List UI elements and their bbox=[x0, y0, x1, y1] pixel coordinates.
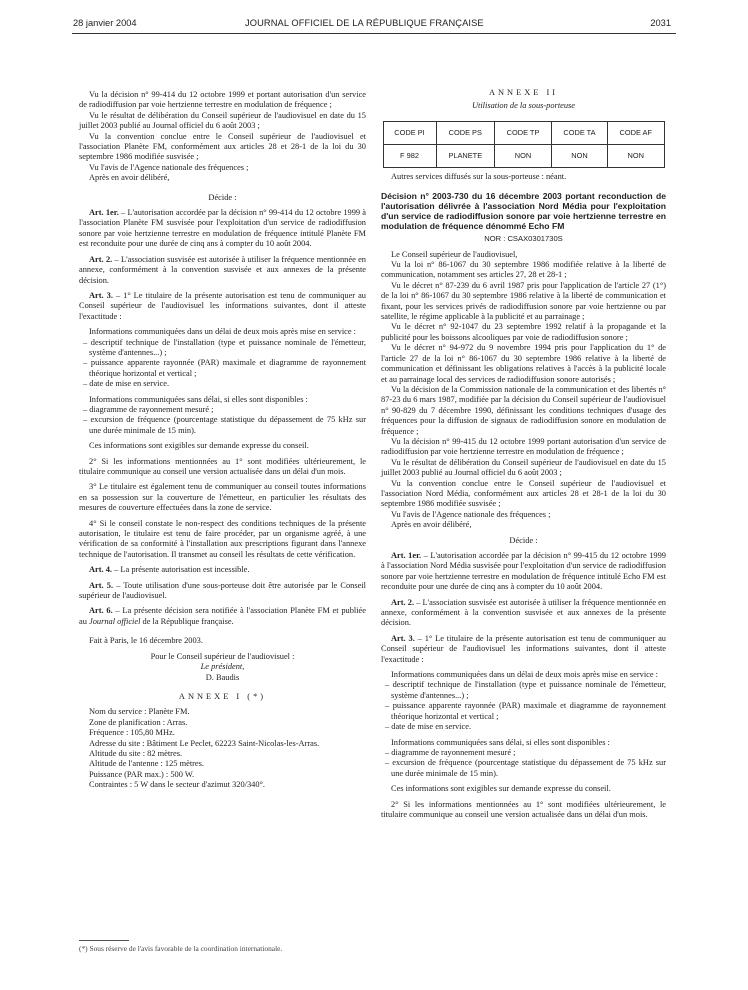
paragraph: Ces informations sont exigibles sur demande expresse du conseil. bbox=[89, 441, 309, 451]
article-text: – La présente décision sera notifiée à l'association Planète FM et publiée au bbox=[79, 606, 366, 626]
list-item: – date de mise en service. bbox=[83, 379, 170, 389]
visa: Vu le décret n° 92-1047 du 23 septembre 1992 relatif à la propagande et la publicité pour les boissons alcooliques par voie de radiodiffusion sonore ; bbox=[381, 322, 666, 342]
visa: Vu l'avis de l'Agence nationale des fréquences ; bbox=[391, 509, 551, 519]
list-item: – diagramme de rayonnement mesuré ; bbox=[83, 404, 214, 414]
visa: Vu la loi n° 86-1067 du 30 septembre 1986 modifiée relative à la liberté de communication, notamment ses articles 27, 28 et 28-1 ; bbox=[381, 260, 666, 280]
paragraph: Informations communiquées dans un délai de deux mois après mise en service : bbox=[89, 327, 356, 337]
article-label: Art. 4. bbox=[89, 565, 113, 575]
nor-reference: NOR : CSAX0301730S bbox=[484, 234, 563, 244]
annexe-line: Adresse du site : Bâtiment Le Peclet, 62223 Saint-Nicolas-les-Arras. bbox=[89, 738, 320, 748]
article-text: – L'autorisation accordée par la décision n° 99-414 du 12 octobre 1999 à l'association Planète FM susvisée pour l'exploitation d'un service de radiodiffusion sonore par voie hertzienne terrestre en modulation de fréquence intitulé Planète FM est reconduite pour une durée de cinq ans à compter du 10 août 2004. bbox=[79, 208, 366, 249]
annexe-line: Altitude de l'antenne : 125 mètres. bbox=[89, 759, 205, 769]
article bbox=[381, 598, 666, 629]
annexe-line: Zone de planification : Arras. bbox=[89, 717, 188, 727]
table-header: CODE TA bbox=[551, 121, 607, 144]
annexe-line: Altitude du site : 82 mètres. bbox=[89, 748, 183, 758]
paragraph: 2° Si les informations mentionnées au 1° sont modifiées ultérieurement, le titulaire communique au conseil une version actualisée dans un délai d'un mois. bbox=[79, 456, 366, 476]
visa: Vu la décision de la Commission nationale de la communication et des libertés n° 87-23 du 6 mars 1987, modifiée par la décision du Conseil supérieur de l'audiovisuel n° 90-829 du 7 décembre 1990, définissant les conditions techniques d'usage des fréquences pour la diffusion de signaux de radiodiffusion sonore en modulation de fréquence ; bbox=[381, 384, 666, 436]
article bbox=[79, 208, 366, 250]
journal-name: Journal officiel bbox=[89, 616, 141, 626]
article-text: – La présente autorisation est incessible. bbox=[112, 565, 250, 575]
annexe-subtitle: Utilisation de la sous-porteuse bbox=[471, 101, 576, 111]
visa: Après en avoir délibéré, bbox=[391, 520, 472, 530]
page-number: 2031 bbox=[650, 18, 671, 28]
signature-title: Le président, bbox=[200, 662, 245, 672]
list-item: – puissance apparente rayonnée (PAR) maximale et diagramme de rayonnement théorique horizontal et vertical ; bbox=[83, 358, 366, 378]
list-item: – excursion de fréquence (pourcentage statistique du dépassement de 75 kHz sur une durée minimale de 15 min). bbox=[83, 415, 366, 435]
article-text: – L'association susvisée est autorisée à utiliser la fréquence mentionnée en annexe, conformément à la convention susvisée et aux annexes de la présente décision. bbox=[381, 597, 666, 628]
signature-line: Pour le Conseil supérieur de l'audiovisuel : bbox=[150, 651, 295, 661]
list-item: – diagramme de rayonnement mesuré ; bbox=[385, 747, 516, 757]
header-rule bbox=[72, 33, 676, 34]
visa: Vu le résultat de délibération du Conseil supérieur de l'audiovisuel en date du 15 juillet 2003 publié au Journal officiel du 6 août 2003 ; bbox=[381, 457, 666, 478]
paragraph: 3° Le titulaire est également tenu de communiquer au conseil toutes informations en sa possession sur la couverture de l'émetteur, en particulier les résultats des mesures de couverture effectuées dans la zone de service. bbox=[79, 482, 366, 513]
annexe-heading: ANNEXE II bbox=[488, 88, 559, 97]
header-title: JOURNAL OFFICIEL DE LA RÉPUBLIQUE FRANÇAISE bbox=[245, 18, 484, 28]
right-column bbox=[381, 88, 666, 820]
article-label: Art. 5. bbox=[89, 580, 114, 590]
table-cell: F 982 bbox=[383, 144, 436, 167]
annexe-line: Nom du service : Planète FM. bbox=[89, 707, 190, 717]
footnote-rule bbox=[79, 940, 129, 941]
visa: Vu le décret n° 87-239 du 6 avril 1987 pris pour l'application de l'article 27 (1°) de la loi n° 86-1067 du 30 septembre 1986 relative à la liberté de communication et fixant, pour les services privés de radiodiffusion sonore par voie hertzienne ou par satellite, le régime applicable à la publicité et au parrainage ; bbox=[381, 280, 666, 322]
visa: Vu la convention conclue entre le Conseil supérieur de l'audiovisuel et l'association Planète FM, conformément aux articles 28 et 28-1 de la loi du 30 septembre 1986 modifiée susvisée ; bbox=[79, 131, 366, 162]
article-text: – 1° Le titulaire de la présente autorisation est tenu de communiquer au Conseil supérieur de l'audiovisuel les informations suivantes, dont il atteste l'exactitude : bbox=[79, 290, 366, 321]
article bbox=[381, 634, 666, 665]
article-text: – L'autorisation accordée par la décision n° 99-415 du 12 octobre 1999 à l'association Nord Média susvisée pour l'exploitation d'un service de radiodiffusion sonore par voie hertzienne terrestre en modulation de fréquence intitulé Echo FM est reconduite pour une durée de cinq ans à compter du 10 août 2004. bbox=[381, 551, 666, 592]
article-text: de la République française. bbox=[140, 616, 234, 626]
annexe-line: Puissance (PAR max.) : 500 W. bbox=[89, 769, 195, 779]
visa: Vu le décret n° 94-972 du 9 novembre 1994 pris pour l'application du 1° de l'article 27 de la loi n° 86-1067 du 30 septembre 1986 relative à la liberté de communication et définissant les obligations relatives à l'accès à la publicité locale et au parrainage local des services de radiodiffusion sonore autorisés ; bbox=[381, 343, 666, 384]
visa: Vu le résultat de délibération du Conseil supérieur de l'audiovisuel en date du 15 juillet 2003 publié au Journal officiel du 6 août 2003 ; bbox=[79, 110, 366, 131]
paragraph: Informations communiquées dans un délai de deux mois après mise en service : bbox=[391, 670, 658, 680]
list-item: – date de mise en service. bbox=[385, 722, 472, 732]
list-item: – excursion de fréquence (pourcentage statistique du dépassement de 75 kHz sur une durée minimale de 15 min). bbox=[385, 758, 666, 778]
table-row bbox=[383, 144, 664, 167]
table-header: CODE PS bbox=[436, 121, 495, 144]
visa: Vu la convention conclue entre le Conseil supérieur de l'audiovisuel et l'association Nord Média, conformément aux articles 28 et 28-1 de la loi du 30 septembre 1986 modifiée susvisée ; bbox=[381, 478, 666, 509]
article-label: Art. 1er. bbox=[391, 551, 422, 560]
article-text: – 1° Le titulaire de la présente autorisation est tenu de communiquer au Conseil supérieur de l'audiovisuel les informations suivantes, dont il atteste l'exactitude : bbox=[381, 633, 666, 664]
article-label: Art. 2. bbox=[89, 254, 113, 264]
list-item: – descriptif technique de l'installation (type et puissance nominale de l'émetteur, système d'antennes...) ; bbox=[385, 680, 666, 700]
page-header bbox=[0, 18, 748, 34]
visa: Vu l'avis de l'Agence nationale des fréquences ; bbox=[89, 162, 249, 172]
decide-heading: Décide : bbox=[208, 192, 237, 202]
article-label: Art. 2. bbox=[391, 597, 415, 607]
list-item: – descriptif technique de l'installation (type et puissance nominale de l'émetteur, système d'antennes...) ; bbox=[83, 337, 366, 357]
visa: Après en avoir délibéré, bbox=[89, 173, 170, 183]
signature-name: D. Baudis bbox=[205, 672, 240, 682]
table-header-row bbox=[383, 121, 664, 144]
article-label: Art. 3. bbox=[89, 290, 113, 300]
table-cell: NON bbox=[495, 144, 552, 167]
table-header: CODE AF bbox=[607, 121, 664, 144]
article-label: Art. 3. bbox=[391, 633, 415, 643]
article-text: – Toute utilisation d'une sous-porteuse doit être autorisée par le Conseil supérieur de l'audiovisuel. bbox=[79, 580, 366, 601]
visa: Le Conseil supérieur de l'audiovisuel, bbox=[391, 249, 518, 259]
header-date: 28 janvier 2004 bbox=[73, 18, 137, 28]
decide-heading: Décide : bbox=[509, 535, 538, 545]
footnote: (*) Sous réserve de l'avis favorable de la coordination internationale. bbox=[79, 944, 283, 953]
article bbox=[381, 551, 666, 593]
annexe-line: Fréquence : 105,80 MHz. bbox=[89, 728, 175, 738]
subcarrier-table bbox=[383, 121, 665, 168]
signature-date: Fait à Paris, le 16 décembre 2003. bbox=[89, 636, 203, 646]
visa: Vu la décision n° 99-414 du 12 octobre 1999 et portant autorisation d'un service de radiodiffusion par voie hertzienne terrestre en modulation de fréquence ; bbox=[79, 90, 366, 110]
visa: Vu la décision n° 99-415 du 12 octobre 1999 portant autorisation d'un service de radiodiffusion par voie hertzienne terrestre en modulation de fréquence ; bbox=[381, 436, 666, 457]
article bbox=[79, 565, 366, 575]
annexe-heading: ANNEXE I (*) bbox=[178, 691, 267, 701]
table-cell: PLANETE bbox=[436, 144, 495, 167]
paragraph: Informations communiquées sans délai, si elles sont disponibles : bbox=[89, 394, 308, 404]
table-header: CODE PI bbox=[383, 121, 436, 144]
paragraph: 2° Si les informations mentionnées au 1° sont modifiées ultérieurement, le titulaire communique au conseil une version actualisée dans un délai d'un mois. bbox=[381, 799, 666, 819]
article bbox=[79, 581, 366, 602]
left-column bbox=[79, 90, 366, 791]
article-label: Art. 6. bbox=[89, 606, 113, 616]
table-cell: NON bbox=[607, 144, 664, 167]
article bbox=[79, 255, 366, 286]
article-text: – L'association susvisée est autorisée à utiliser la fréquence mentionnée en annexe, conformément à la convention susvisée et aux annexes de la présente décision. bbox=[79, 254, 366, 285]
paragraph: 4° Si le conseil constate le non-respect des conditions techniques de la présente autorisation, le titulaire est tenu de faire procéder, par un organisme agréé, à une vérification de sa conformité à l'installation aux prescriptions figurant dans l'annexe technique de l'autorisation. Il transmet au conseil les résultats de cette vérification. bbox=[79, 518, 366, 559]
paragraph: Autres services diffusés sur la sous-porteuse : néant. bbox=[391, 171, 567, 181]
table-header: CODE TP bbox=[495, 121, 552, 144]
table-cell: NON bbox=[551, 144, 607, 167]
paragraph: Informations communiquées sans délai, si elles sont disponibles : bbox=[391, 737, 610, 747]
list-item: – puissance apparente rayonnée (PAR) maximale et diagramme de rayonnement théorique horizontal et vertical ; bbox=[385, 701, 666, 721]
annexe-line: Contraintes : 5 W dans le secteur d'azimut 320/340°. bbox=[89, 780, 265, 790]
article bbox=[79, 606, 366, 627]
paragraph: Ces informations sont exigibles sur demande expresse du conseil. bbox=[391, 784, 611, 794]
decision-title: Décision n° 2003-730 du 16 décembre 2003 portant reconduction de l'autorisation délivrée à l'association Nord Média pour l'exploitation d'un service de radiodiffusion sonore par voie hertzienne terrestre en modulation de fréquence dénommé Echo FM bbox=[381, 191, 666, 232]
article bbox=[79, 291, 366, 322]
article-label: Art. 1er. bbox=[89, 208, 119, 218]
